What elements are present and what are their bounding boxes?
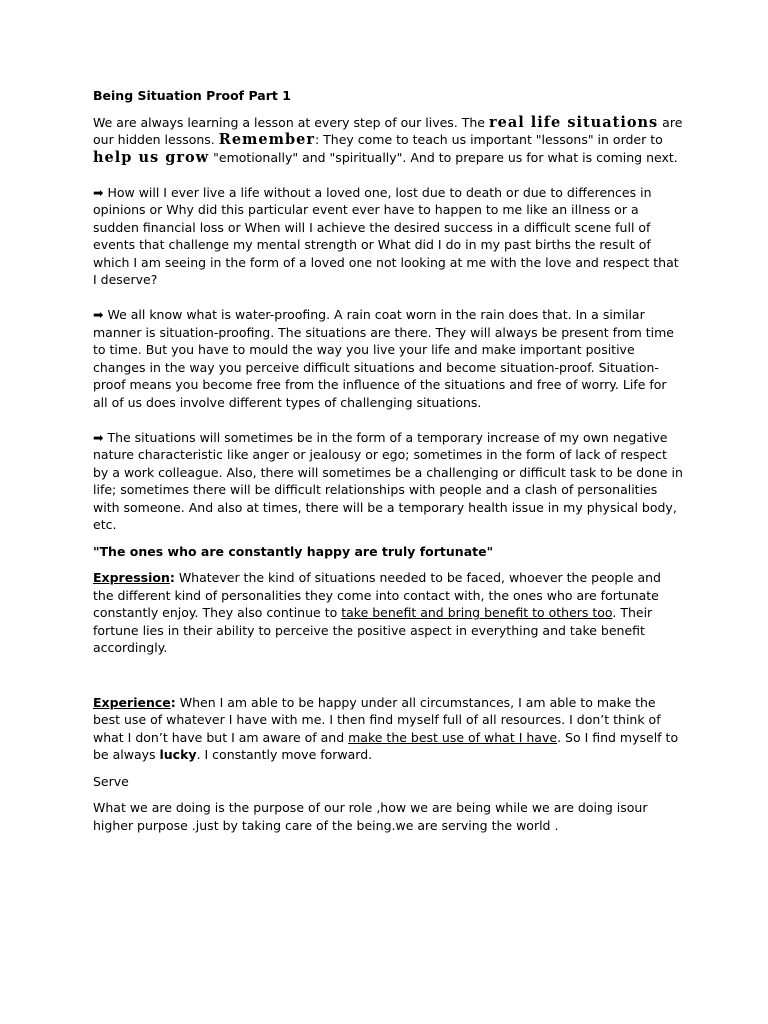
expression-paragraph — [93, 569, 683, 657]
experience-label: Experience — [93, 694, 171, 710]
paragraph-water-proofing: ➡ We all know what is water-proofing. A rain coat worn in the rain does that. In a similar manner is situation-proofing. The situations are there. They will always be present from time to time. But you have to mould the way you live your life and make important positive changes in the way you perceive difficult situations and become situation-proof. Situation-proof means you become free from the influence of the situations and free of worry. Life for all of us does involve different types of challenging situations. — [93, 307, 674, 410]
expression-text-1: Whatever the kind of situations needed to be faced, whoever the people and the different kind of personalities they come into contact with, the ones who are fortunate constantly enjoy. They also continue to — [93, 570, 661, 620]
intro-paragraph — [93, 114, 683, 167]
expression-text-2: . Their fortune lies in their ability to perceive the positive aspect in everything and take benefit accordingly. — [93, 605, 653, 655]
paragraph-situations: ➡ The situations will sometimes be in the form of a temporary increase of my own negative nature characteristic like anger or jealousy or ego; sometimes in the form of lack of respect by a work colleague. Also, there will sometimes be a challenging or difficult task to be done in life; sometimes there will be difficult relationships with people and a clash of personalities with someone. And also at times, there will be a temporary health issue in my physical body, etc. — [93, 429, 683, 532]
intro-text-3: : They come to teach us important "lessons" in order to — [314, 132, 663, 147]
experience-underlined-text: make the best use of what I have — [348, 729, 558, 745]
document-title: Being Situation Proof Part 1 — [93, 88, 291, 103]
blank-space — [93, 657, 683, 694]
expression-underlined-text: take benefit and bring benefit to others too — [341, 605, 613, 620]
experience-text-1: When I am able to be happy under all circumstances, I am able to make the best use of whatever I have with me. I then find myself full of all resources. I don’t think of what I don’t have but I am aware of and — [93, 694, 661, 745]
expression-colon: : — [169, 570, 175, 585]
quote-heading: "The ones who are constantly happy are truly fortunate" — [93, 543, 494, 559]
experience-bold-lucky: lucky — [159, 747, 197, 762]
intro-text-4: "emotionally" and "spiritually". And to prepare us for what is coming next. — [209, 149, 678, 165]
serve-heading: Serve — [93, 773, 129, 789]
experience-label-wrap — [93, 695, 176, 710]
document-body — [93, 87, 683, 834]
blank-line — [93, 289, 683, 307]
experience-text-2: . So I find myself to be always — [93, 729, 679, 762]
expression-label-wrap — [93, 570, 175, 585]
blank-line — [93, 411, 683, 429]
experience-colon: : — [170, 694, 176, 710]
experience-text-3: . I constantly move forward. — [196, 747, 373, 762]
intro-emphasis-real-life-situations: real life situations — [488, 113, 659, 131]
intro-emphasis-remember: Remember — [218, 131, 315, 148]
blank-line — [93, 166, 683, 184]
intro-emphasis-help-us-grow: help us grow — [93, 148, 210, 166]
serve-paragraph: What we are doing is the purpose of our role ,how we are being while we are doing isour higher purpose .just by taking care of the being.we are serving the world . — [93, 800, 648, 833]
experience-paragraph — [93, 694, 683, 764]
intro-text-2: are our hidden lessons. — [93, 114, 683, 147]
expression-label: Expression — [93, 570, 170, 585]
intro-text-1: We are always learning a lesson at every step of our lives. The — [93, 114, 489, 130]
paragraph-questions: ➡ How will I ever live a life without a loved one, lost due to death or due to differences in opinions or Why did this particular event ever have to happen to me like an illness or a sudden financial loss or When will I achieve the desired success in a difficult scene full of events that challenge my mental strength or What did I do in my past births the result of which I am seeing in the form of a loved one not looking at me with the love and respect that I deserve? — [93, 184, 679, 287]
